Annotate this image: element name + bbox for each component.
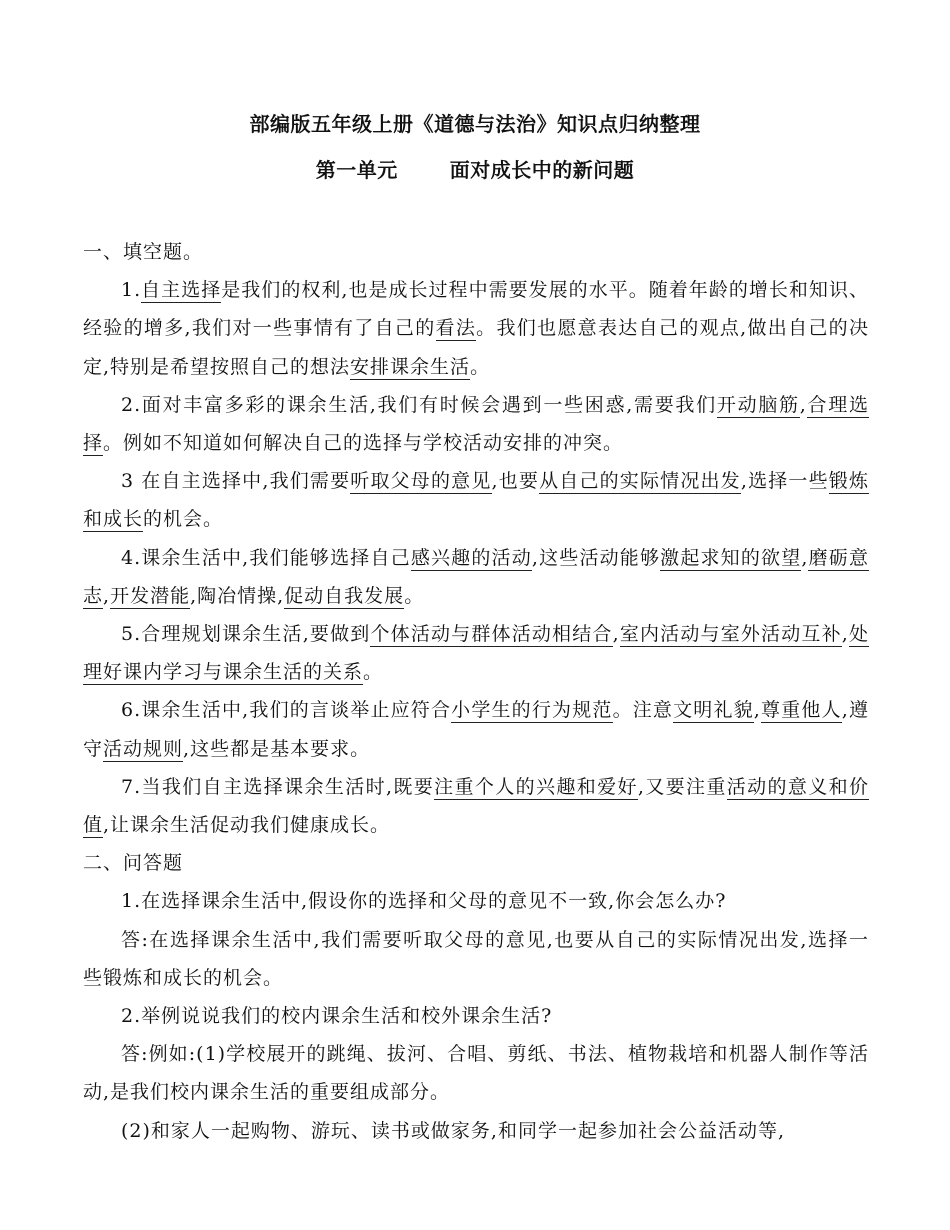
question-4: 4.课余生活中,我们能够选择自己感兴趣的活动,这些活动能够激起求知的欲望,磨砺意志,开发潜能,陶冶情操,促动自我发展。 xyxy=(83,546,869,607)
answer-blank: 开动脑筋 xyxy=(716,393,800,416)
answer-blank: 注重个人的兴趣和爱好 xyxy=(434,775,638,798)
question-1: 1.自主选择是我们的权利,也是成长过程中需要发展的水平。随着年龄的增长和知识、经验的增多,我们对一些事情有了自己的看法。我们也愿意表达自己的观点,做出自己的决定,特别是希望按照自己的想法安排课余生活。 xyxy=(83,279,869,378)
answer-blank: 尊重他人 xyxy=(760,699,842,722)
answer-blank: 自主选择 xyxy=(141,279,222,302)
unit-title: 面对成长中的新问题 xyxy=(449,158,635,182)
answer-blank: 活动的意义和价值 xyxy=(83,775,869,837)
answer-blank: 个体活动与群体活动相结合 xyxy=(370,623,613,646)
qa-answer-1: 答:在选择课余生活中,我们需要听取父母的意见,也要从自己的实际情况出发,选择一些锻炼和成长的机会。 xyxy=(83,928,869,989)
answer-blank: 磨砺意志 xyxy=(83,546,869,607)
answer-blank: 从自己的实际情况出发 xyxy=(539,470,741,493)
answer-blank: 文明礼貌 xyxy=(673,699,754,722)
answer-blank: 锻炼和成长 xyxy=(83,470,869,531)
question-7: 7.当我们自主选择课余生活时,既要注重个人的兴趣和爱好,又要注重活动的意义和价值,让课余生活促动我们健康成长。 xyxy=(83,775,869,837)
unit-heading xyxy=(0,154,950,183)
qa-answer-2-part-1: 答:例如:(1)学校展开的跳绳、拔河、合唱、剪纸、书法、植物栽培和机器人制作等活动,是我们校内课余生活的重要组成部分。 xyxy=(83,1043,869,1104)
answer-blank: 合理选择 xyxy=(83,393,869,455)
qa-question-2: 2.举例说说我们的校内课余生活和校外课余生活? xyxy=(121,1005,553,1028)
answer-blank: 安排课余生活 xyxy=(350,355,471,378)
document-title: 部编版五年级上册《道德与法治》知识点归纳整理 xyxy=(249,112,701,136)
answer-blank: 处理好课内学习与课余生活的关系 xyxy=(83,623,869,684)
answer-blank: 激起求知的欲望 xyxy=(660,546,802,569)
document-body xyxy=(83,233,869,1150)
answer-blank: 感兴趣的活动 xyxy=(410,546,532,569)
answer-blank: 听取父母的意见 xyxy=(350,470,492,493)
question-6: 6.课余生活中,我们的言谈举止应符合小学生的行为规范。注意文明礼貌,尊重他人,遵守活动规则,这些都是基本要求。 xyxy=(83,699,869,760)
section-heading-qa: 二、问答题 xyxy=(83,852,184,875)
answer-blank: 小学生的行为规范 xyxy=(451,699,613,722)
answer-blank: 看法 xyxy=(435,317,477,340)
qa-question-1: 1.在选择课余生活中,假设你的选择和父母的意见不一致,你会怎么办? xyxy=(121,890,727,913)
answer-blank: 促动自我发展 xyxy=(284,584,405,607)
answer-blank: 活动规则 xyxy=(103,737,184,760)
unit-label: 第一单元 xyxy=(315,158,398,182)
answer-blank: 开发潜能 xyxy=(110,584,191,607)
question-3: 3 在自主选择中,我们需要听取父母的意见,也要从自己的实际情况出发,选择一些锻炼和成长的机会。 xyxy=(83,470,869,531)
question-2: 2.面对丰富多彩的课余生活,我们有时候会遇到一些困惑,需要我们开动脑筋,合理选择。例如不知道如何解决自己的选择与学校活动安排的冲突。 xyxy=(83,393,869,455)
answer-blank: 室内活动与室外活动互补 xyxy=(619,623,842,646)
question-5: 5.合理规划课余生活,要做到个体活动与群体活动相结合,室内活动与室外活动互补,处理好课内学习与课余生活的关系。 xyxy=(83,623,869,684)
qa-answer-2-part-2: (2)和家人一起购物、游玩、读书或做家务,和同学一起参加社会公益活动等, xyxy=(121,1119,785,1142)
section-heading-fill-in: 一、填空题。 xyxy=(83,241,204,263)
